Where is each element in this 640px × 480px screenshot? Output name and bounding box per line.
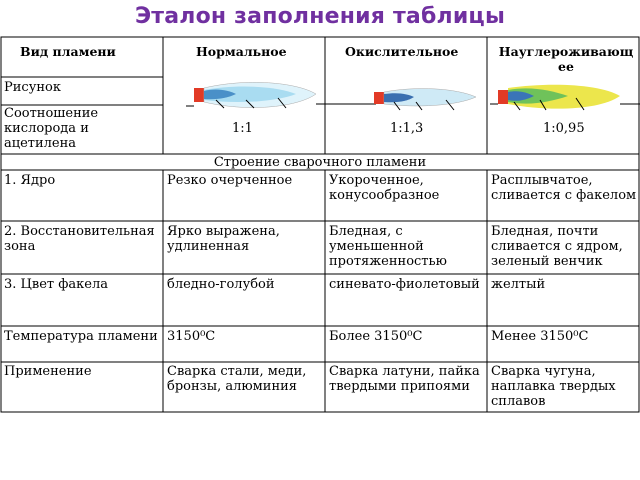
carburizing-flame-image [490,82,640,114]
row-reduction-label: 2. Восстановительная зона [4,224,155,254]
row-color-carburizing: желтый [491,277,546,292]
page-title: Эталон заполнения таблицы [134,4,506,29]
row-color-label: 3. Цвет факела [4,277,108,292]
row-reduction-oxidizing: Бледная, с уменьшенной протяженностью [329,224,447,269]
section-title: Строение сварочного пламени [213,155,427,170]
row-core-carburizing: Расплывчатое, сливается с факелом [491,173,637,203]
row-application-normal: Сварка стали, меди, бронзы, алюминия [167,364,307,394]
oxidizing-flame-image [316,84,486,112]
row-core-normal: Резко очерченное [167,173,293,188]
header-oxidizing: Окислительное [345,44,459,59]
row-reduction-normal: Ярко выражена, удлиненная [167,224,280,254]
row-reduction-carburizing: Бледная, почти сливается с ядром, зеленый венчик [491,224,623,269]
header-flame-type: Вид пламени [20,44,116,59]
header-ratio-label: Соотношение кислорода и ацетилена [4,106,99,151]
row-application-oxidizing: Сварка латуни, пайка твердыми припоями [329,364,480,394]
header-normal: Нормальное [196,44,287,59]
row-application-label: Применение [4,364,92,379]
row-temperature-carburizing: Менее 3150⁰С [491,329,589,344]
row-color-oxidizing: синевато-фиолетовый [329,277,480,292]
row-temperature-oxidizing: Более 3150⁰С [329,329,423,344]
header-picture: Рисунок [4,80,61,95]
ratio-normal: 1:1 [232,121,253,136]
row-temperature-label: Температура пламени [4,329,158,344]
row-core-oxidizing: Укороченное, конусообразное [329,173,440,203]
ratio-oxidizing: 1:1,3 [390,121,424,136]
row-application-carburizing: Сварка чугуна, наплавка твердых сплавов [491,364,616,409]
header-carburizing: Науглероживающее [498,44,634,74]
row-color-normal: бледно-голубой [167,277,275,292]
normal-flame-image [186,80,326,112]
row-temperature-normal: 3150⁰С [167,329,216,344]
row-core-label: 1. Ядро [4,173,56,188]
ratio-carburizing: 1:0,95 [543,121,585,136]
